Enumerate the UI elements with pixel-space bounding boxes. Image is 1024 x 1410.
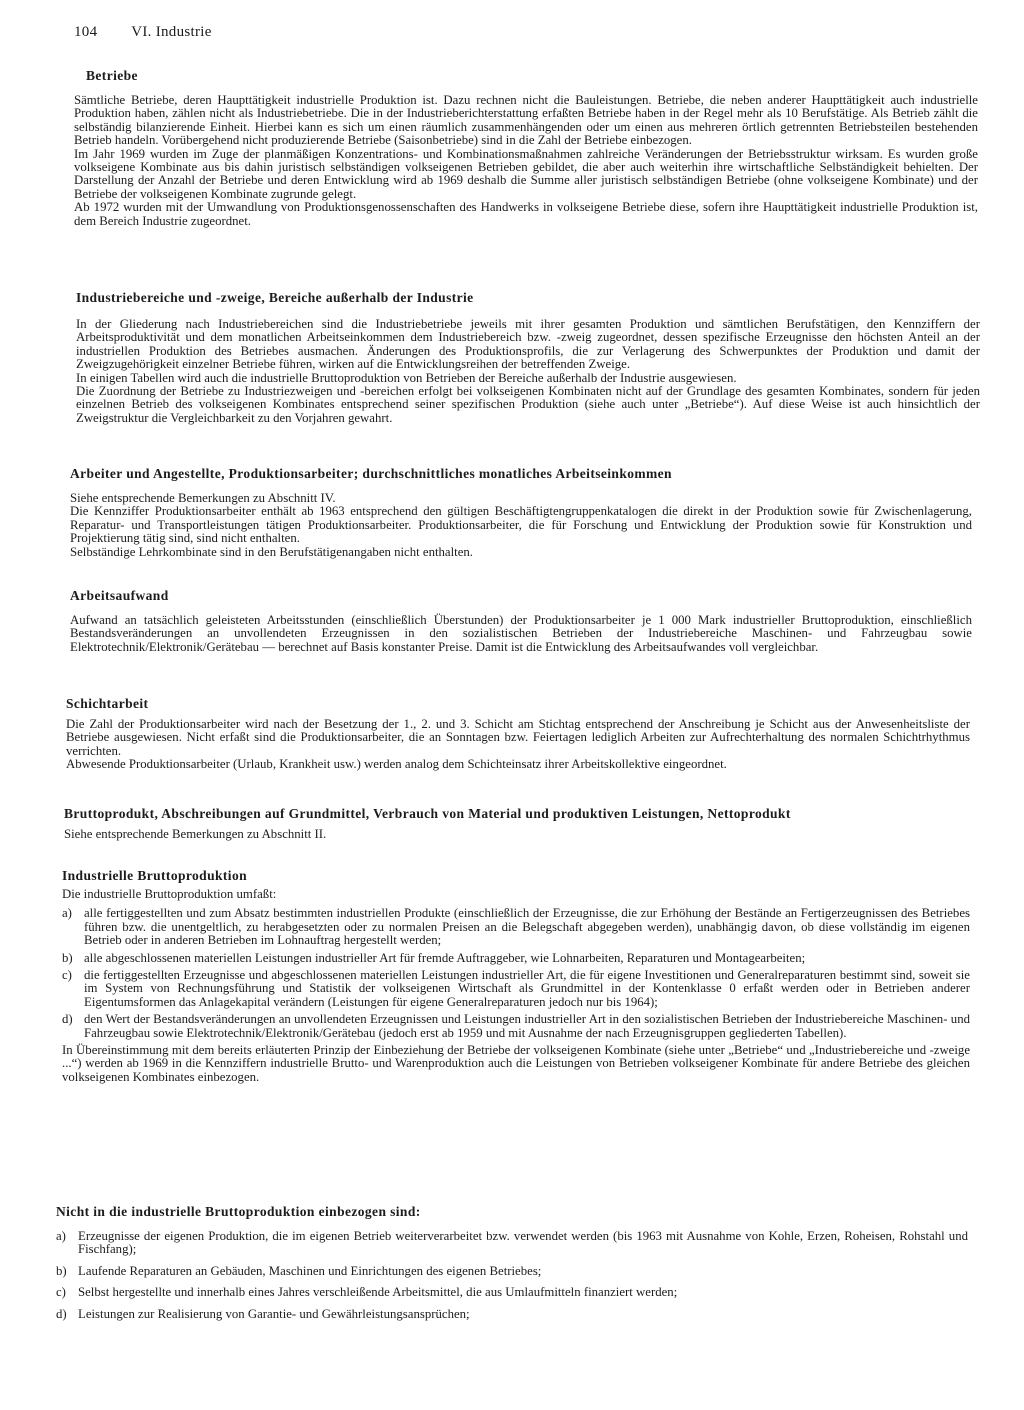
- paragraph: Die Kennziffer Produktionsarbeiter enthält ab 1963 entsprechend den gültigen Beschäftigtengruppenkatalogen die direkt in der Produktion sowie für Zwischenlagerung, Reparatur- und Transportleistungen tätigen Produktionsarbeiter. Produktionsarbeiter, die für Forschung und Entwicklung der Produktion sowie für Konstruktion und Projektierung tätig sind, sind nicht enthalten.: [70, 504, 972, 546]
- paragraph: Ab 1972 wurden mit der Umwandlung von Produktionsgenossenschaften des Handwerks in volkseigene Betriebe diese, sofern ihre Haupttätigkeit industrielle Produktion ist, dem Bereich Industrie zugeordnet.: [74, 200, 978, 228]
- paragraph: Siehe entsprechende Bemerkungen zu Abschnitt II.: [64, 827, 327, 841]
- section-title: Industrielle Bruttoproduktion: [62, 868, 248, 883]
- section-title: Arbeitsaufwand: [70, 588, 169, 603]
- list-item-text: Selbst hergestellte und innerhalb eines Jahres verschleißende Arbeitsmittel, die aus Umlaufmitteln finanziert werden;: [78, 1285, 678, 1300]
- list-item-text: die fertiggestellten Erzeugnisse und abgeschlossenen materiellen Leistungen industrieller Art, die für eigene Investitionen und Generalreparaturen bestimmt sind, soweit sie im System von Rechnungsführung und Statistik der volkseigenen Wirtschaft als Grundmittel in der Kontenklasse 0 erfaßt werden oder in Betrieben anderer Eigentumsformen das Anlagekapital verändern (Leistungen für eigene Generalreparaturen jedoch nur bis 1964);: [84, 968, 970, 1009]
- page-number: 104: [74, 24, 98, 40]
- list-item-label: a): [56, 1229, 66, 1243]
- section-nicht-einbezogen: [56, 1204, 968, 1329]
- paragraph: Abwesende Produktionsarbeiter (Urlaub, Krankheit usw.) werden analog dem Schichteinsatz ihrer Arbeitskollektive eingeordnet.: [66, 757, 727, 772]
- list-item-label: b): [62, 950, 73, 965]
- paragraph: In der Gliederung nach Industriebereichen sind die Industriebetriebe jeweils mit ihrer gesamten Produktion und sämtlichen Berufstätigen, den Kennziffern der Arbeitsproduktivität und dem monatlichen Arbeitseinkommen dem Industriebereich bzw. -zweig zugeordnet, dessen spezifische Erzeugnisse den höchsten Anteil an der industriellen Produktion des Betriebes ausmachen. Änderungen des Produktionsprofils, die zur Verlagerung des Schwerpunktes der Produktion und damit der Zweigzugehörigkeit einzelner Betriebe führen, wirken auf die Entwicklungsreihen der betreffenden Zweige.: [76, 317, 980, 372]
- document-page: 104 VI. Industrie Betriebe Sämtliche Betriebe, deren Haupttätigkeit industrielle Produktion ist. Dazu rechnen nicht die Bauleistungen. Betriebe, die neben anderer Haupttätigkeit auch industrielle Produktion haben, zählen nicht als Industriebetriebe. Die in der Industrieberichterstattung erfaßten Betriebe haben in der Regel mehr als 10 Berufstätige. Als Betrieb zählt die selbständig bilanzierende Einheit. Hierbei kann es sich um einen räumlich zusammenhängenden oder um einen aus mehreren örtlich getrennten Betriebsteilen bestehenden Betrieb handeln. Vorübergehend nicht produzierende Betriebe (Saisonbetriebe) sind in die Zahl der Betriebe einbezogen. Im Jahr 1969 wurden im Zuge der planmäßigen Konzentrations- und Kombinationsmaßnahmen zahlreiche Veränderungen der Betriebsstruktur wirksam. Es wurden große volkseigene Kombinate aus bis dahin juristisch selbständigen volkseigenen Betrieben gebildet, die aber auch weiterhin ihre wirtschaftliche Selbständigkeit behielten. Der Darstellung der Anzahl der Betriebe und deren Entwicklung wird ab 1969 deshalb die Summe aller juristisch selbständigen Betriebe (ohne volkseigene Kombinate) und der Betriebe der volkseigenen Kombinate zugrunde gelegt. Ab 1972 wurden mit der Umwandlung von Produktionsgenossenschaften des Handwerks in volkseigene Betriebe diese, sofern ihre Haupttätigkeit industrielle Produktion ist, dem Bereich Industrie zugeordnet. Industriebereiche und -zweige, Bereiche außerhalb der Industrie In der Gliederung nach Industriebereichen sind die Industriebetriebe jeweils mit ihrer gesamten Produktion und sämtlichen Berufstätigen, den Kennziffern der Arbeitsproduktivität und dem monatlichen Arbeitseinkommen dem Industriebereich bzw. -zweig zugeordnet, dessen spezifische Erzeugnisse den höchsten Anteil an der industriellen Produktion des Betriebes ausmachen. Änderungen des Produktionsprofils, die zur Verlagerung des Schwerpunktes der Produktion und damit der Zweigzugehörigkeit einzelner Betriebe führen, wirken auf die Entwicklungsreihen der betreffenden Zweige. In einigen Tabellen wird auch die industrielle Bruttoproduktion von Betrieben der Bereiche außerhalb der Industrie ausgewiesen. Die Zuordnung der Betriebe zu Industriezweigen und -bereichen erfolgt bei volkseigenen Kombinaten nicht auf der Grundlage des gesamten Kombinates, sondern für jeden einzelnen Betrieb des volkseigenen Kombinates entsprechend seiner spezifischen Produktion (siehe auch unter „Betriebe“). Auf diese Weise ist auch hinsichtlich der Zweigstruktur die Vergleichbarkeit zu den Vorjahren gewahrt. Arbeiter und Angestellte, Produktionsarbeiter; durchschnittliches monatliches Arbeitseinkommen Siehe entsprechende Bemerkungen zu Abschnitt IV. Die Kennziffer Produktionsarbeiter enthält ab 1963 entsprechend den gültigen Beschäftigtengruppenkatalogen die direkt in der Produktion sowie für Zwischenlagerung, Reparatur- und Transportleistungen tätigen Produktionsarbeiter. Produktionsarbeiter, die für Forschung und Entwicklung der Produktion sowie für Konstruktion und Projektierung tätig sind, sind nicht enthalten. Selbständige Lehrkombinate sind in den Berufstätigenangaben nicht enthalten. Arbeitsaufwand Aufwand an tatsächlich geleisteten Arbeitsstunden (einschließlich Überstunden) der Produktionsarbeiter je 1 000 Mark industrieller Bruttoproduktion, einschließlich Bestandsveränderungen an unvollendeten Erzeugnissen in den sozialistischen Betrieben der Industriebereiche Maschinen- und Fahrzeugbau sowie Elektrotechnik/Elektronik/Gerätebau — berechnet auf Basis konstanter Preise. Damit ist die Entwicklung des Arbeitsaufwandes voll vergleichbar. Schichtarbeit Die Zahl der Produktionsarbeiter wird nach der Besetzung der 1., 2. und 3. Schicht am Stichtag entsprechend der Anschreibung je Schicht aus der Anwesenheitsliste der Betriebe ausgewiesen. Nicht erfaßt sind die Produktionsarbeiter, die an Sonntagen bzw. Feiertagen lediglich Arbeiten zur Aufrechterhaltung des normalen Schichtrhythmus verrichten. Abwesende Produktionsarbeiter (Urlaub, Krankheit usw.) werden analog dem Schichteinsatz ihrer Arbeitskollektive eingeordnet. Bruttoprodukt, Abschreibungen auf Grundmittel, Verbrauch von Material und produktiven Leistungen, Nettoprodukt Siehe entsprechende Bemerkungen zu Abschnitt II. Industrielle Bruttoproduktion Die industrielle Bruttoproduktion umfaßt: a) alle fertiggestellten und zum Absatz bestimmten industriellen Produkte (einschließlich der Erzeugnisse, die zur Erhöhung der Bestände an Fertigerzeugnissen des Betriebes führen bzw. die unentgeltlich, zu herabgesetzten oder zu normalen Preisen an die Belegschaft abgegeben werden), unabhängig davon, ob diese vollständig im eigenen Betrieb oder in anderen Betrieben im Lohnauftrag hergestellt werden; b) alle abgeschlossenen materiellen Leistungen industrieller Art für fremde Auftraggeber, wie Lohnarbeiten, Reparaturen und Montagearbeiten; c) die fertiggestellten Erzeugnisse und abgeschlossenen materiellen Leistungen industrieller Art, die für eigene Investitionen und Generalreparaturen bestimmt sind, soweit sie im System von Rechnungsführung und Statistik der volkseigenen Wirtschaft als Grundmittel in der Kontenklasse 0 erfaßt werden oder in Betrieben anderer Eigentumsformen das Anlagekapital verändern (Leistungen für eigene Generalreparaturen jedoch nur bis 1964); d) den Wert der Bestandsveränderungen an unvollendeten Erzeugnissen und Leistungen industrieller Art in den sozialistischen Betrieben der Industriebereiche Maschinen- und Fahrzeugbau sowie Elektrotechnik/Elektronik/Gerätebau (jedoch erst ab 1959 und mit Ausnahme der nach Erzeugnisgruppen gegliederten Tabellen). In Übereinstimmung mit dem bereits erläuterten Prinzip der Einbeziehung der Betriebe der volkseigenen Kombinate (siehe unter „Betriebe“ und „Industriebereiche und -zweige ...“) werden ab 1969 in die Kennziffern industrielle Brutto- und Warenproduktion auch die Leistungen von Betrieben volkseigener Kombinate für andere Betriebe des gleichen volkseigenen Kombinates einbezogen. Nicht in die industrielle Bruttoproduktion einbezogen sind: a) Erzeugnisse der eigenen Produktion, die im eigenen Betrieb weiterverarbeitet bzw. verwendet werden (bis 1963 mit Ausnahme von Kohle, Erzen, Roheisen, Rohstahl und Fischfang); b) Laufende Reparaturen an Gebäuden, Maschinen und Einrichtungen des eigenen Betriebes; c) Selbst hergestellte und innerhalb eines Jahres verschleißende Arbeitsmittel, die aus Umlaufmitteln finanziert werden; d) Leistungen zur Realisierung von Garantie- und Gewährleistungsansprüchen;: [0, 0, 1024, 1410]
- section-industriebereiche: [76, 290, 980, 425]
- paragraph: In einigen Tabellen wird auch die industrielle Bruttoproduktion von Betrieben der Bereiche außerhalb der Industrie ausgewiesen.: [76, 370, 737, 385]
- list-item-text: Erzeugnisse der eigenen Produktion, die im eigenen Betrieb weiterverarbeitet bzw. verwendet werden (bis 1963 mit Ausnahme von Kohle, Erzen, Roheisen, Rohstahl und Fischfang);: [78, 1229, 968, 1257]
- paragraph: In Übereinstimmung mit dem bereits erläuterten Prinzip der Einbeziehung der Betriebe der volkseigenen Kombinate (siehe unter „Betriebe“ und „Industriebereiche und -zweige ...“) werden ab 1969 in die Kennziffern industrielle Brutto- und Warenproduktion auch die Leistungen von Betrieben volkseigener Kombinate für andere Betriebe des gleichen volkseigenen Kombinates einbezogen.: [62, 1043, 970, 1084]
- list-item: [62, 969, 970, 1009]
- list-item-text: alle fertiggestellten und zum Absatz bestimmten industriellen Produkte (einschließlich der Erzeugnisse, die zur Erhöhung der Bestände an Fertigerzeugnissen des Betriebes führen bzw. die unentgeltlich, zu herabgesetzten oder zu normalen Preisen an die Belegschaft abgegeben werden), unabhängig davon, ob diese vollständig im eigenen Betrieb oder in anderen Betrieben im Lohnauftrag hergestellt werden;: [84, 906, 970, 948]
- list-item-label: a): [62, 906, 72, 921]
- paragraph: Im Jahr 1969 wurden im Zuge der planmäßigen Konzentrations- und Kombinationsmaßnahmen zahlreiche Veränderungen der Betriebsstruktur wirksam. Es wurden große volkseigene Kombinate aus bis dahin juristisch selbständigen volkseigenen Betrieben gebildet, die aber auch weiterhin ihre wirtschaftliche Selbständigkeit behielten. Der Darstellung der Anzahl der Betriebe und deren Entwicklung wird ab 1969 deshalb die Summe aller juristisch selbständigen Betriebe (ohne volkseigene Kombinate) und der Betriebe der volkseigenen Kombinate zugrunde gelegt.: [74, 146, 978, 201]
- list-item: [56, 1286, 968, 1299]
- section-title: Schichtarbeit: [66, 696, 149, 711]
- paragraph: Die Zuordnung der Betriebe zu Industriezweigen und -bereichen erfolgt bei volkseigenen Kombinaten nicht auf der Grundlage des gesamten Kombinates, sondern für jeden einzelnen Betrieb des volkseigenen Kombinates entsprechend seiner spezifischen Produktion (siehe auch unter „Betriebe“). Auf diese Weise ist auch hinsichtlich der Zweigstruktur die Vergleichbarkeit zu den Vorjahren gewahrt.: [76, 384, 980, 425]
- list-item-label: c): [62, 968, 72, 983]
- list-item-text: alle abgeschlossenen materiellen Leistungen industrieller Art für fremde Auftraggeber, wie Lohnarbeiten, Reparaturen und Montagearbeiten;: [84, 950, 806, 965]
- list-item-text: Leistungen zur Realisierung von Garantie- und Gewährleistungsansprüchen;: [78, 1306, 470, 1321]
- section-title: Arbeiter und Angestellte, Produktionsarbeiter; durchschnittliches monatliches Arbeitseinkommen: [70, 466, 672, 481]
- list-item: [62, 907, 970, 947]
- paragraph: Sämtliche Betriebe, deren Haupttätigkeit industrielle Produktion ist. Dazu rechnen nicht die Bauleistungen. Betriebe, die neben anderer Haupttätigkeit auch industrielle Produktion haben, zählen nicht als Industriebetriebe. Die in der Industrieberichterstattung erfaßten Betriebe haben in der Regel mehr als 10 Berufstätige. Als Betrieb zählt die selbständig bilanzierende Einheit. Hierbei kann es sich um einen räumlich zusammenhängenden oder um einen aus mehreren örtlich getrennten Betriebsteilen bestehenden Betrieb handeln. Vorübergehend nicht produzierende Betriebe (Saisonbetriebe) sind in die Zahl der Betriebe einbezogen.: [74, 93, 978, 148]
- paragraph: Die industrielle Bruttoproduktion umfaßt:: [62, 887, 277, 901]
- list-item: [56, 1230, 968, 1257]
- section-betriebe: [74, 94, 978, 228]
- list-item-label: d): [62, 1012, 73, 1027]
- paragraph: Aufwand an tatsächlich geleisteten Arbeitsstunden (einschließlich Überstunden) der Produktionsarbeiter je 1 000 Mark industrieller Bruttoproduktion, einschließlich Bestandsveränderungen an unvollendeten Erzeugnissen in den sozialistischen Betrieben der Industriebereiche Maschinen- und Fahrzeugbau sowie Elektrotechnik/Elektronik/Gerätebau — berechnet auf Basis konstanter Preise. Damit ist die Entwicklung des Arbeitsaufwandes voll vergleichbar.: [70, 613, 972, 654]
- list-item-label: b): [56, 1263, 67, 1278]
- chapter-title: VI. Industrie: [131, 24, 212, 40]
- section-title: Industriebereiche und -zweige, Bereiche außerhalb der Industrie: [76, 290, 474, 305]
- paragraph: Siehe entsprechende Bemerkungen zu Abschnitt IV.: [70, 491, 336, 505]
- paragraph: Selbständige Lehrkombinate sind in den Berufstätigenangaben nicht enthalten.: [70, 544, 473, 559]
- section-title: Bruttoprodukt, Abschreibungen auf Grundmittel, Verbrauch von Material und produktiven Leistungen, Nettoprodukt: [64, 806, 791, 821]
- list-item-label: d): [56, 1306, 67, 1321]
- list-item-text: den Wert der Bestandsveränderungen an unvollendeten Erzeugnissen und Leistungen industrieller Art in den sozialistischen Betrieben der Industriebereiche Maschinen- und Fahrzeugbau sowie Elektrotechnik/Elektronik/Gerätebau (jedoch erst ab 1959 und mit Ausnahme der nach Erzeugnisgruppen gegliederten Tabellen).: [84, 1012, 970, 1040]
- section-bruttoproduktion: [62, 868, 970, 1084]
- section-arbeiter: [70, 466, 972, 559]
- paragraph: Die Zahl der Produktionsarbeiter wird nach der Besetzung der 1., 2. und 3. Schicht am Stichtag entsprechend der Anschreibung je Schicht aus der Anwesenheitsliste der Betriebe ausgewiesen. Nicht erfaßt sind die Produktionsarbeiter, die an Sonntagen bzw. Feiertagen lediglich Arbeiten zur Aufrechterhaltung des normalen Schichtrhythmus verrichten.: [66, 717, 970, 758]
- list-item-label: c): [56, 1285, 66, 1300]
- section-bruttoprodukt: [64, 806, 970, 841]
- section-schichtarbeit: [66, 696, 970, 772]
- list-item: [62, 1013, 970, 1040]
- list-item-text: Laufende Reparaturen an Gebäuden, Maschinen und Einrichtungen des eigenen Betriebes;: [78, 1263, 542, 1278]
- section-title: Nicht in die industrielle Bruttoproduktion einbezogen sind:: [56, 1204, 421, 1219]
- list-item: [56, 1308, 968, 1321]
- list-item: [62, 952, 970, 965]
- list-item: [56, 1265, 968, 1278]
- section-arbeitsaufwand: [70, 588, 972, 654]
- page-header: [74, 24, 212, 41]
